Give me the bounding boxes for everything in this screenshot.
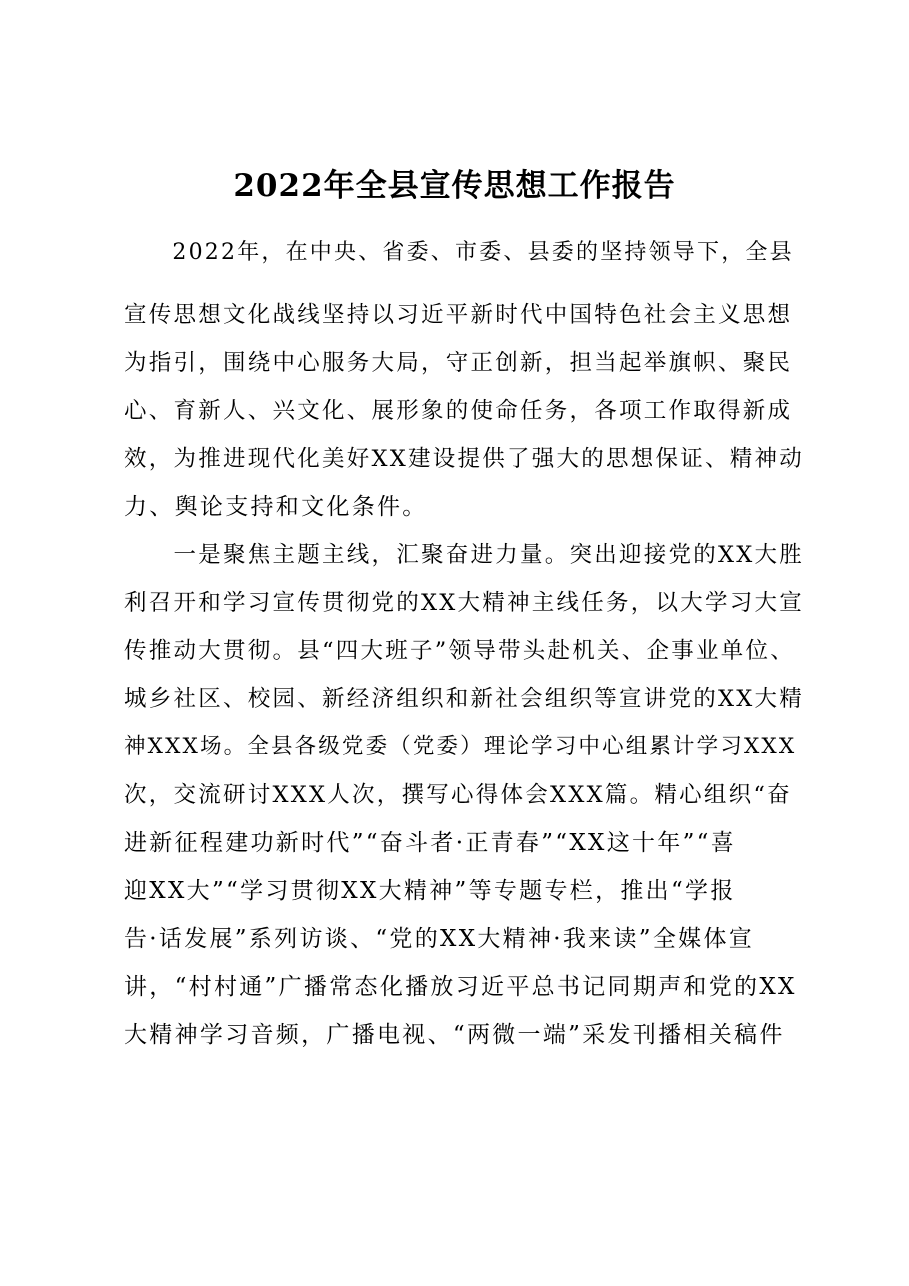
paragraph-line: 传推动大贯彻。县“四大班子”领导带头赴机关、企事业单位、 [124,638,796,664]
paragraph-line: 宣传思想文化战线坚持以习近平新时代中国特色社会主义思想 [124,302,793,328]
paragraph-line: 为指引，围绕中心服务大局，守正创新，担当起举旗帜、聚民 [124,350,793,376]
paragraph-line: 心、育新人、兴文化、展形象的使命任务，各项工作取得新成 [124,398,793,424]
paragraph-line: 利召开和学习宣传贯彻党的XX大精神主线任务，以大学习大宣 [124,590,805,616]
paragraph-line: 迎XX大”“学习贯彻XX大精神”等专题专栏，推出“学报 [124,878,736,904]
paragraph-line: 进新征程建功新时代”“奋斗者·正青春”“XX这十年”“喜 [124,830,737,856]
paragraph-line: 一是聚焦主题主线，汇聚奋进力量。突出迎接党的XX大胜 [124,542,805,568]
paragraph-line: 告·话发展”系列访谈、“党的XX大精神·我来读”全媒体宣 [124,926,755,952]
paragraph-line: 效，为推进现代化美好XX建设提供了强大的思想保证、精神动 [124,446,805,472]
paragraph-line: 2022年，在中央、省委、市委、县委的坚持领导下，全县 [124,240,794,265]
paragraph-line: 力、舆论支持和文化条件。 [124,494,428,520]
paragraph-line: 城乡社区、校园、新经济组织和新社会组织等宣讲党的XX大精 [124,686,805,712]
paragraph-line: 大精神学习音频，广播电视、“两微一端”采发刊播相关稿件 [124,1022,785,1048]
paragraph-line: 神XXX场。全县各级党委（党委）理论学习中心组累计学习XXX [124,734,797,759]
document-title: 2022年全县宣传思想工作报告 [233,168,676,204]
paragraph-line: 次，交流研讨XXX人次，撰写心得体会XXX篇。精心组织“奋 [124,782,792,808]
paragraph-line: 讲，“村村通”广播常态化播放习近平总书记同期声和党的XX [124,974,797,1000]
